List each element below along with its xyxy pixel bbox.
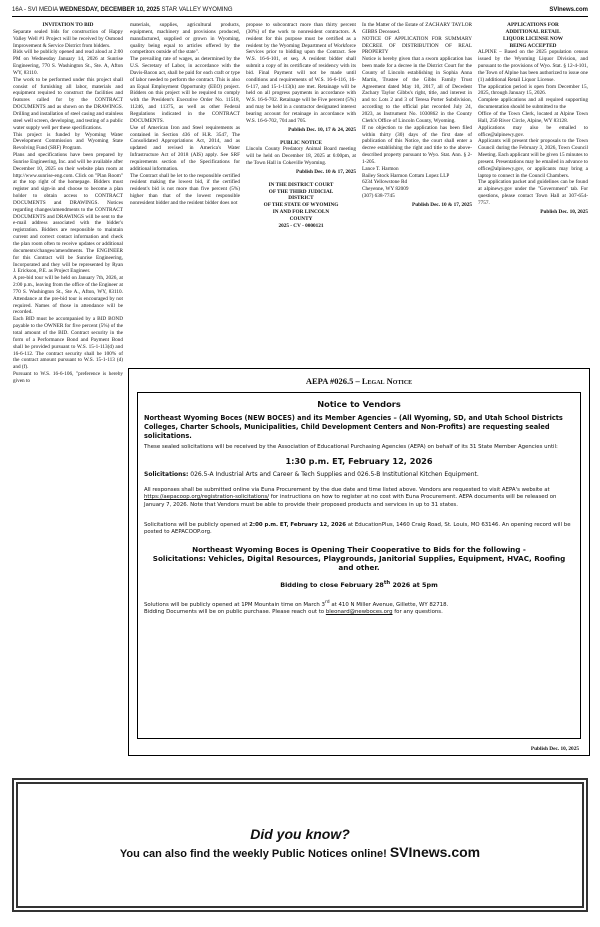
title-line: BEING ACCEPTED [509, 42, 557, 49]
aepa-intro: These sealed solicitations will be received by the Association of Educational Purchasing Agencies (AEPA) on behalf of its 31 State Member Agencies until: [144, 444, 558, 450]
notice-heading: NOTICE OF APPLICATION FOR SUMMARY DECREE OF DISTRIBUTION OF REAL PROPERTY [362, 35, 472, 56]
paragraph: Lincoln County Predatory Animal Board meeting will be held on December 18, 2025 at 6:00pm, at the Town Hall in Cokeville Wyoming. [246, 146, 356, 167]
superscript: th [383, 580, 391, 587]
court-line: IN THE DISTRICT COURT [268, 181, 334, 188]
promo-subtitle [18, 844, 582, 860]
paragraph: Office of the Town Clerk, located at Alpine Town Hall, 250 River Circle, Alpine, WY 83128. [478, 110, 588, 124]
column-2 [130, 22, 240, 207]
notice-to-vendors: Notice to Vendors [317, 399, 401, 409]
paragraph: Plans and specifications have been prepared by Sunrise Engineering, Inc. and will be available after December 10, 2025 on their website plan room at http://www.sunrise-eng.com. Click on "Plan Room" at the top right of the homepage. Bidders must register and sign-in and choose to become a plan holder to obtain access to CONTRACT DOCUMENTS and DRAWINGS. Notices regarding changes/amendments to the CONTRACT DOCUMENTS and DRAWINGS will be sent to the e-mail address associated with the bidder's registration. Bidders are responsible to maintain current and correct contact information and check the plan room often to receive updates or additional documents/changes/amendments. The ENGINEER for this Contract will be Sunrise Engineering, Incorporated and they will be represented by Ryan J. Erickson, P.E. as Project Engineer. [13, 152, 123, 275]
text-run: 2026 at 5pm [390, 581, 438, 590]
paragraph: Separate sealed bids for construction of Happy Valley Well #1 Project will be received by Osmond Improvement & Service District from bidders. [13, 28, 123, 49]
paragraph: The work to be performed under this project shall consist of furnishing all labor, materials and equipment required to construct the facilities and features called for by the CONTRACT DOCUMENTS and as shown on the DRAWINGS. Drilling and installation of steel casing and stainless steel well screen, developing, and testing of a public water supply well per these specifications. [13, 76, 123, 131]
case-number: 2025 - CV - 0000121 [278, 222, 324, 229]
promo-text: You can also find the weekly Public Notices online! [119, 848, 390, 860]
sig-line: (307) 638-7745 [362, 193, 395, 200]
paragraph: The prevailing rate of wages, as determined by the U.S. Secretary of Labor, in accordance with the Davis-Bacon act, shall be paid for each craft or type of labor needed to perform the contract. This is also an Equal Employment Opportunity (EEO) project. Bidders on this project will be required to comply with the President's Executive Order No. 11518, 11246, and 11375, as well as other Federal Regulations indicated in the CONTRACT DOCUMENTS. [130, 56, 240, 124]
aepa-title [129, 376, 589, 386]
legal-notice-label: Legal Notice [361, 376, 413, 386]
paragraph: The application period is open from December 15, 2025, through January 15, 2026. [478, 83, 588, 97]
text-run: Solutions will be publicly opened at 1PM Mountain time on March 3 [144, 602, 325, 609]
title-line: ADDITIONAL RETAIL [505, 28, 561, 35]
paragraph: This project is funded by Wyoming Water Development Commission and Wyoming State Revolving Fund (SRF) Program. [13, 131, 123, 152]
text-run: for any questions. [392, 609, 443, 616]
issue-date: WEDNESDAY, DECEMBER 10, 2025 [59, 6, 160, 13]
sig-line: 6234 Yellowstone Rd [362, 179, 408, 186]
publish-line: Publish Dec. 10 & 17, 2025 [296, 168, 356, 175]
coop-heading [138, 545, 580, 572]
paragraph: Bids will be publicly opened and read aloud at 2:00 PM on Wednesday January 14, 2026 at Sunrise Engineering, 770 S. Washington St., Ste. A, Afton WY, 83110. [13, 49, 123, 76]
publish-line: Publish Dec. 10, 2025 [530, 746, 579, 752]
paragraph: Notice is hereby given that a sworn application has been made for a decree in the District Court for the County of Lincoln establishing in Sophia Anna Martin, Trustee of the Gibbs Family Trust Agreement dated May 10, 2017, all of Decedent Zachary Taylor Gibbs's right, title, and interest in and to: Lots 2 and 3 of Teresa Porter Subdivision, according to the official plat recorded July 24, 2023, as Instrument No. 1030862 in the County Clerk's Office of Lincoln County, Wyoming. [362, 56, 472, 124]
documents-paragraph [138, 609, 580, 616]
page-header [12, 3, 588, 17]
paragraph: Applications may also be emailed to office@alpinewy.gov. [478, 124, 588, 138]
column-3 [246, 22, 356, 230]
paragraph: propose to subcontract more than thirty percent (30%) of the work to nonresident contractors. A resident for this purpose must be certified as a resident by the Wyoming Department of Workforce Services prior to bidding upon the Contract. See W.S. 16-6-101, et seq. A resident bidder shall submit a copy of its certificate of residency with its bid. Final Payment will not be made until conditions and requirements of W.S. 16-6-116, 16-6-117, and 15-1-113(h) are met. Retainage will be held on all progress payments in accordance with W.S. 16-6-702. Retainage will be Five percent (5%) and may be held in a contractor designated interest bearing account for retainage in accordance with W.S. 16-6-702, 704 and 705. [246, 22, 356, 124]
bidding-close [138, 580, 580, 589]
publish-line: Publish Dec. 10, 2025 [540, 208, 588, 215]
liquor-title [478, 22, 588, 49]
header-left [12, 7, 233, 13]
column-1 [13, 22, 123, 385]
sig-line: Cheyenne, WY 82009 [362, 186, 409, 193]
coop-line: Northeast Wyoming Boces is Opening Their Cooperative to Bids for the following - [192, 545, 526, 555]
promo-title: Did you know? [250, 826, 350, 842]
coop-line: Solicitations: Vehicles, Digital Resources, Playgrounds, Janitorial Supplies, Equipment, HVAC, Roofing and other. [152, 554, 566, 573]
text-run: at EducationPlus, 1460 Craig Road, St. Louis, MO 63146. An opening record will be posted to AEPACOOP.org. [144, 521, 571, 536]
solutions-paragraph [138, 599, 580, 609]
opening-paragraph [138, 522, 580, 536]
paragraph: The application packet and guidelines can be found at alpinewy.gov under the "Government" tab. For questions, please contact Town Hall at 307-654-7757. [478, 179, 588, 206]
title-line: LIQUOR LICENSE NOW [502, 35, 564, 42]
promo-site: SVInews.com [389, 844, 481, 860]
opening-time: 2:00 p.m. ET, February 12, 2026 [249, 521, 347, 528]
page-label: 16A - SVI MEDIA [12, 6, 58, 13]
court-line: OF THE STATE OF WYOMING [263, 202, 339, 209]
paragraph: A pre-bid tour will be held on January 7th, 2026, at 2:00 p.m., leaving from the office of the Engineer at 770 S. Washington St., Ste A., Afton, WY, 83110. Attendance at the pre-bid tour is encouraged by not required. Names of those in attendance will be recorded. [13, 275, 123, 316]
title-line: APPLICATIONS FOR [507, 22, 559, 28]
text-run: Bidding Documents will be on public purchase. Please reach out to [144, 609, 326, 616]
sig-line: Lance T. Harmon [362, 165, 399, 172]
paragraph: If no objection to the application has been filed within thirty (30) days of the first date of publication of this Notice, the court shall enter a decree establishing the right and title to the above-described property pursuant to Wyo. Stat. Ann. § 2-1-205. [362, 124, 472, 165]
email-link[interactable]: bleonard@newboces.org [325, 609, 393, 616]
text-run: All responses shall be submitted online via Euna Procurement by the due date and time listed above. Vendors are requested to visit AEPA's website at [144, 487, 550, 494]
aepa-heading: Northeast Wyoming Boces (NEW BOCES) and its Member Agencies – (All Wyoming, SD, and Utah School Districts Colleges, Charter Schools, Municipalities, Child Development Centers and Non-Profits) are requesting sealed solicitations. [144, 414, 563, 440]
text-run: at 410 N Miller Avenue, Gillette, WY 82718. [329, 602, 449, 609]
deadline-time: 1:30 p.m. ET, February 12, 2026 [285, 456, 433, 467]
text-run: Solicitations will be publicly opened at [144, 521, 250, 528]
text-run: Bidding to close February 28 [280, 581, 384, 590]
paragraph: The Contract shall be let to the responsible certified resident making the lowest bid, if the certified resident's bid is not more than five percent (5%) higher than that of the lowest responsible nonresident bidder and the resident bidder does not [130, 172, 240, 206]
court-heading [246, 182, 356, 230]
paragraph: Pursuant to W.S. 16-6-106, "preference is hereby given to [13, 371, 123, 384]
paragraph: ALPINE – Based on the 2025 population census issued by the Wyoming Liquor Division, and pursuant to the provisions of Wyo. Stat. § 12-4-101, the Town of Alpine has been authorized to issue one (1) additional Retail Liquor License. [478, 49, 588, 83]
aepa-notice [128, 368, 590, 756]
superscript: rd [324, 600, 330, 606]
court-line: IN AND FOR LINCOLN [272, 209, 330, 216]
signature-block [362, 166, 472, 200]
court-line: COUNTY [289, 215, 313, 222]
paragraph: materials, supplies, agricultural products, equipment, machinery and provisions produced, manufactured, supplied or grown in Wyoming, quality being equal to articles offered by the competitors outside of the state". [130, 22, 240, 56]
column-4 [362, 22, 472, 209]
submission-paragraph [138, 487, 580, 509]
paragraph: Use of American Iron and Steel requirements as contained in Section 436 of H.R. 3547, The Consolidated Appropriations Act, 2014, and as updated and revised in America's Water Infrastructure Act of 2018 (AIS) apply. See SRF requirements section of the Specifications for additional information. [130, 124, 240, 172]
publish-line: Publish Dec. 10, 17 & 24, 2025 [288, 126, 356, 133]
solicitations-line [138, 471, 580, 478]
court-line: OF THE THIRD JUDICIAL [268, 188, 334, 195]
paragraph: In the Matter of the Estate of ZACHARY TAYLOR GIBBS Deceased. [362, 22, 472, 35]
invitation-title: INVITATION TO BID [42, 22, 94, 28]
promo-box [12, 778, 588, 912]
solicitations-text: 026.5-A Industrial Arts and Career & Tech Supplies and 026.5-B Institutional Kitchen Equipment. [188, 471, 479, 479]
aepa-number: AEPA #026.5 – [305, 376, 362, 386]
public-notice-title: PUBLIC NOTICE [280, 139, 322, 146]
publish-line: Publish Dec. 10 & 17, 2025 [412, 201, 472, 208]
court-line: DISTRICT [288, 195, 314, 202]
paragraph: Applicants will present their proposals to the Town Council during the February 3, 2026, Town Council Meeting. Each applicant will be given 15 minutes to present. Presentations may be emailed in advance to office@alpinewy.gov, or applicants may bring a laptop to connect in the Council Chambers. [478, 138, 588, 179]
paragraph: Each BID must be accompanied by a BID BOND payable to the OWNER for five percent (5%) of the total amount of the BID. Contract security in the form of a Performance Bond and Payment Bond shall be provided pursuant to W.S. 15-1-113(d) and 16-6-112. The contract security shall be 100% of the contract amount pursuant to W.S. 15-1-113 (d) and (f). [13, 316, 123, 371]
column-5 [478, 22, 588, 216]
paragraph: Complete applications and all required supporting documentation should be submitted to the [478, 97, 588, 111]
header-site: SVInews.com [549, 6, 588, 13]
paper-name: STAR VALLEY WYOMING [161, 6, 233, 13]
registration-link[interactable]: https://aepacoop.org/registration-solicitations/ [144, 494, 269, 501]
text-run: for instructions on how to register at no cost with Euna Procurement. AEPA documents will be released on January 7, 2026. Note that Vendors must be able to provide their proposed products and services in up to 31 states. [144, 494, 557, 508]
sig-line: Bailey Stock Harmon Cottam Lopez LLP [362, 172, 450, 179]
aepa-inner-box [137, 392, 581, 739]
solicitations-label: Solicitations: [144, 471, 189, 479]
